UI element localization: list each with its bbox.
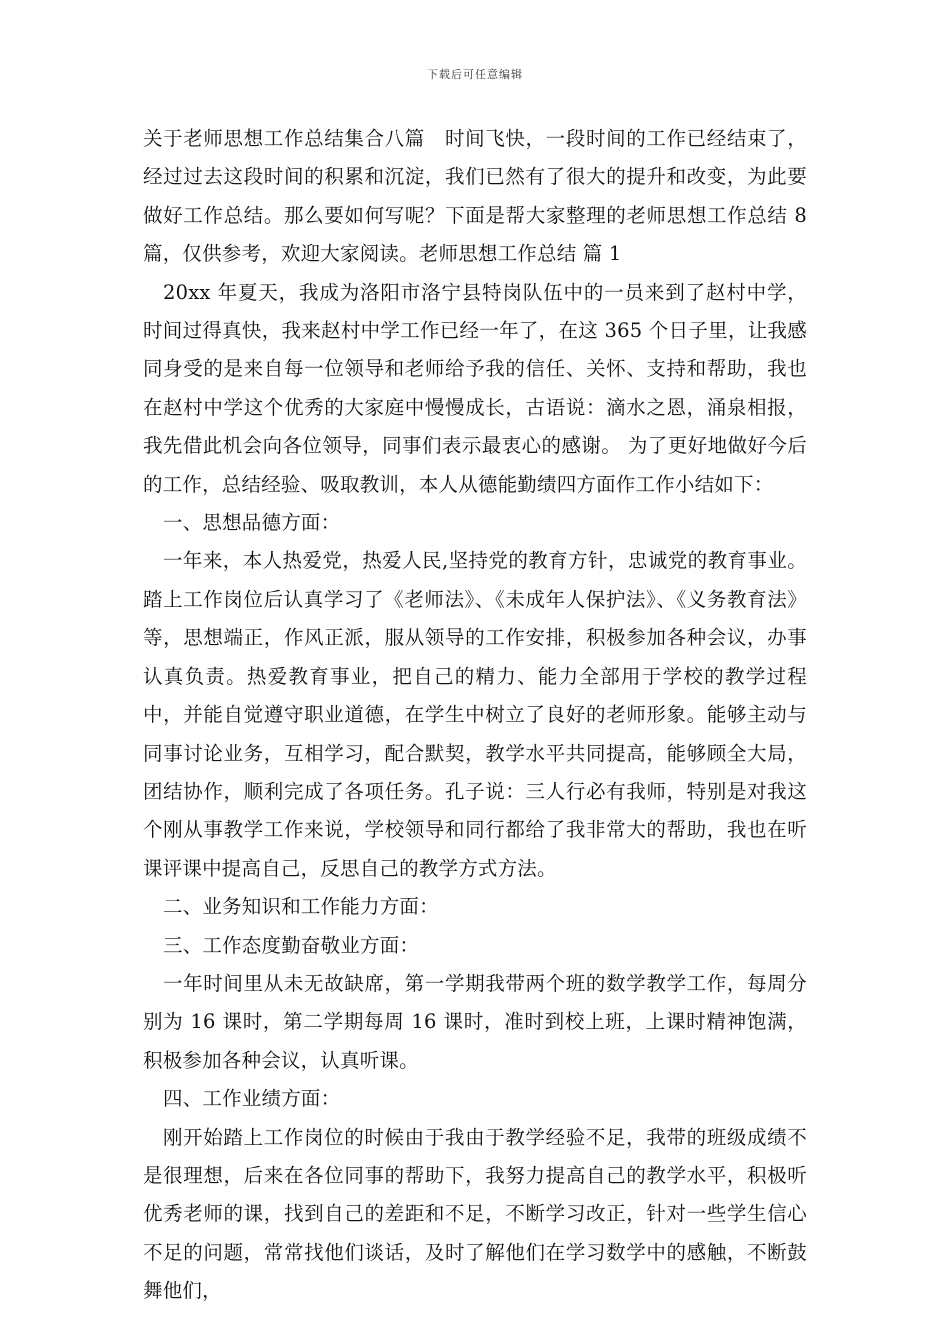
page-header: 下载后可任意编辑 [427, 68, 523, 81]
section-heading-morality: 一、思想品德方面： [163, 511, 341, 535]
document-body [143, 120, 807, 1311]
section-heading-performance: 四、工作业绩方面： [163, 1087, 341, 1111]
section-heading-attitude: 三、工作态度勤奋敬业方面： [163, 933, 420, 957]
body-paragraph: 一年来，本人热爱党，热爱人民,坚持党的教育方针，忠诚党的教育事业。踏上工作岗位后认真学习了《老师法》、《未成年人保护法》、《义务教育法》等，思想端正，作风正派，服从领导的工作安排，积极参加各种会议，办事认真负责。热爱教育事业，把自己的精力、能力全部用于学校的教学过程中，并能自觉遵守职业道德，在学生中树立了良好的老师形象。能够主动与同事讨论业务，互相学习，配合默契，教学水平共同提高，能够顾全大局，团结协作，顺利完成了各项任务。孔子说：三人行必有我师，特别是对我这个刚从事教学工作来说，学校领导和同行都给了我非常大的帮助，我也在听课评课中提高自己，反思自己的教学方式方法。 [143, 549, 807, 880]
intro-paragraph: 关于老师思想工作总结集合八篇 时间飞快，一段时间的工作已经结束了，经过过去这段时间的积累和沉淀，我们已然有了很大的提升和改变，为此要做好工作总结。那么要如何写呢？下面是帮大家整理的老师思想工作总结 8 篇，仅供参考，欢迎大家阅读。老师思想工作总结 篇 1 [143, 127, 807, 266]
body-paragraph: 刚开始踏上工作岗位的时候由于我由于教学经验不足，我带的班级成绩不是很理想，后来在各位同事的帮助下，我努力提高自己的教学水平，积极听优秀老师的课，找到自己的差距和不足，不断学习改正，针对一些学生信心不足的问题，常常找他们谈话，及时了解他们在学习数学中的感触，不断鼓舞他们， [143, 1125, 807, 1303]
section-heading-ability: 二、业务知识和工作能力方面： [163, 895, 439, 919]
body-paragraph: 一年时间里从未无故缺席，第一学期我带两个班的数学教学工作，每周分别为 16 课时，第二学期每周 16 课时，准时到校上班，上课时精神饱满，积极参加各种会议，认真听课。 [143, 971, 807, 1072]
body-paragraph: 20xx 年夏天，我成为洛阳市洛宁县特岗队伍中的一员来到了赵村中学，时间过得真快，我来赵村中学工作已经一年了，在这 365 个日子里，让我感同身受的是来自每一位领导和老师给予我的信任、关怀、支持和帮助，我也在赵村中学这个优秀的大家庭中慢慢成长，古语说：滴水之恩，涌泉相报，我先借此机会向各位领导，同事们表示最衷心的感谢。 为了更好地做好今后的工作，总结经验、吸取教训，本人从德能勤绩四方面作工作小结如下： [143, 280, 807, 496]
